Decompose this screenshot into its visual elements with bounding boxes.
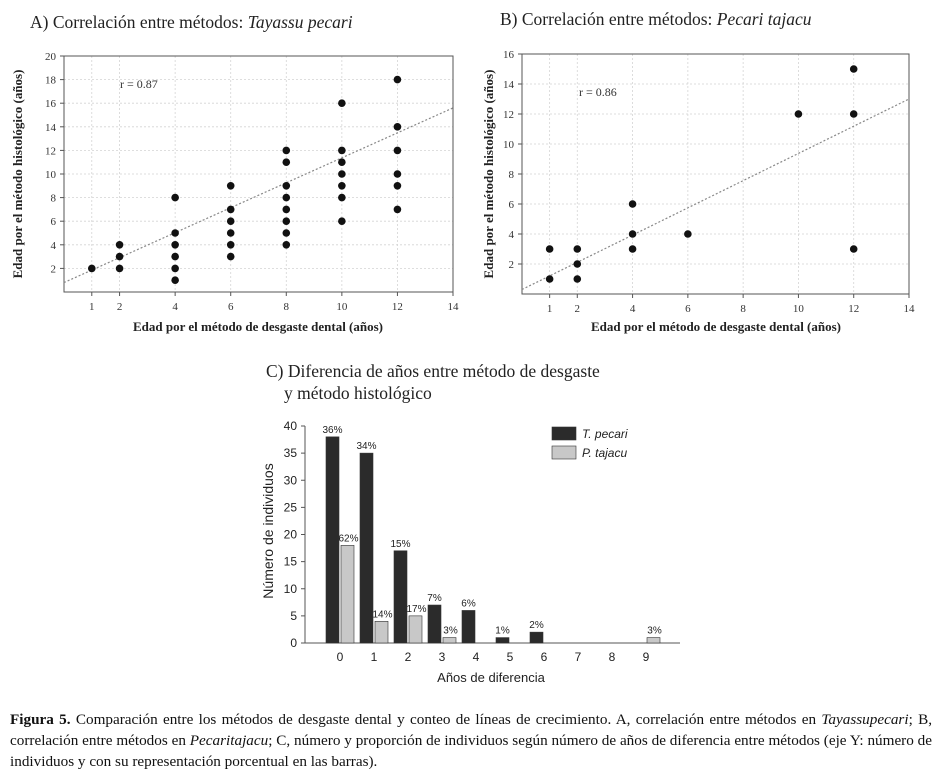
data-point: [116, 253, 124, 261]
x-tick-label: 4: [629, 303, 636, 315]
data-point: [338, 147, 346, 155]
data-point: [116, 265, 124, 273]
y-tick-label: 4: [508, 229, 514, 241]
legend-swatch: [552, 427, 576, 440]
caption-label: Figura 5.: [10, 711, 71, 728]
y-tick-label: 8: [50, 192, 56, 205]
x-tick-label: 10: [336, 301, 348, 313]
x-tick-label: 9: [642, 650, 650, 664]
trend-line: [522, 99, 909, 290]
x-tick-label: 4: [472, 650, 480, 664]
y-tick-label: 6: [508, 199, 514, 211]
bar-p-tajacu: [341, 545, 354, 643]
legend-swatch: [552, 446, 576, 459]
data-point: [850, 245, 858, 253]
bar-value-label: 14%: [372, 609, 393, 621]
x-tick-label: 6: [227, 301, 234, 313]
bar-value-label: 3%: [647, 625, 662, 637]
data-point: [795, 110, 803, 118]
y-tick-label: 30: [283, 473, 297, 488]
y-axis-label: Edad por el método histológico (años): [481, 69, 496, 279]
data-point: [171, 265, 179, 273]
legend-label: T. pecari: [582, 427, 628, 441]
x-tick-label: 10: [792, 303, 804, 315]
data-point: [227, 253, 235, 261]
bar-t-pecari: [462, 610, 475, 643]
data-point: [394, 123, 402, 131]
data-point: [850, 65, 858, 73]
bar-value-label: 15%: [390, 538, 411, 550]
data-point: [171, 229, 179, 237]
x-tick-label: 5: [506, 650, 514, 664]
panel-title-prefix: B) Correlación entre métodos:: [500, 9, 717, 29]
x-tick-label: 8: [283, 301, 290, 313]
x-tick-label: 2: [404, 650, 412, 664]
bar-value-label: 3%: [443, 625, 458, 637]
bar-value-label: 6%: [461, 598, 476, 610]
y-tick-label: 10: [503, 139, 514, 151]
caption-text-3: ; C, número y proporción de individuos según número de años de diferencia entre métodos (eje Y: número de individuos y con su representación porcentual en las barras).: [10, 732, 933, 770]
data-point: [116, 241, 124, 249]
data-point: [338, 182, 346, 190]
data-point: [629, 200, 637, 208]
y-axis-label: Número de individuos: [260, 463, 276, 599]
data-point: [546, 275, 554, 283]
data-point: [282, 206, 290, 214]
x-tick-label: 6: [540, 650, 548, 664]
panel-title: [30, 12, 353, 32]
data-point: [282, 217, 290, 225]
data-point: [227, 182, 235, 190]
x-tick-label: 2: [116, 301, 123, 313]
data-point: [227, 241, 235, 249]
caption-species-2: Pecaritajacu: [189, 732, 269, 749]
x-tick-label: 7: [574, 650, 582, 664]
x-tick-label: 14: [447, 301, 459, 313]
y-tick-label: 4: [50, 239, 56, 252]
y-tick-label: 25: [283, 500, 297, 515]
x-tick-label: 1: [89, 301, 95, 313]
x-tick-label: 3: [438, 650, 446, 664]
y-tick-label: 35: [283, 446, 297, 461]
scatter-panel-b: [481, 9, 915, 334]
data-point: [546, 245, 554, 253]
y-tick-label: 40: [283, 419, 297, 433]
x-tick-label: 12: [391, 301, 403, 313]
bar-t-pecari: [326, 437, 339, 643]
data-point: [573, 260, 581, 268]
x-tick-label: 8: [608, 650, 616, 664]
bar-value-label: 1%: [495, 625, 510, 637]
bar-p-tajacu: [409, 616, 422, 643]
data-point: [171, 194, 179, 202]
data-point: [850, 110, 858, 118]
y-tick-label: 14: [503, 79, 514, 91]
bar-t-pecari: [428, 605, 441, 643]
data-point: [394, 76, 402, 84]
x-tick-label: 8: [740, 303, 746, 315]
x-tick-label: 0: [336, 650, 344, 664]
bar-value-label: 7%: [427, 593, 442, 605]
data-point: [282, 182, 290, 190]
data-point: [394, 206, 402, 214]
bar-value-label: 17%: [406, 603, 427, 615]
panel-title-prefix: A) Correlación entre métodos:: [30, 12, 248, 32]
bar-panel-c: [260, 361, 680, 685]
data-point: [394, 170, 402, 178]
y-tick-label: 20: [283, 527, 297, 542]
bar-value-label: 2%: [529, 620, 544, 632]
panel-title-line1: C) Diferencia de años entre método de desgaste: [266, 361, 600, 381]
panel-title-line2: y método histológico: [284, 383, 432, 403]
bar-t-pecari: [360, 453, 373, 643]
panel-title-species: Pecari tajacu: [716, 9, 812, 29]
data-point: [338, 194, 346, 202]
figure-caption: [10, 709, 932, 772]
y-tick-label: 12: [45, 145, 56, 158]
y-tick-label: 12: [503, 109, 514, 121]
caption-species-1: Tayassupecari: [821, 711, 909, 728]
data-point: [338, 170, 346, 178]
bar-p-tajacu: [375, 621, 388, 643]
legend-label: P. tajacu: [582, 446, 628, 460]
y-tick-label: 16: [45, 98, 56, 111]
y-tick-label: 20: [45, 51, 56, 63]
bar-t-pecari: [496, 638, 509, 643]
data-point: [282, 241, 290, 249]
y-tick-label: 10: [283, 581, 297, 596]
data-point: [282, 194, 290, 202]
bar-p-tajacu: [647, 638, 660, 643]
bar-value-label: 36%: [322, 424, 343, 436]
x-tick-label: 6: [685, 303, 691, 315]
bar-value-label: 34%: [356, 441, 377, 453]
data-point: [394, 147, 402, 155]
panel-title: [500, 9, 812, 29]
data-point: [573, 245, 581, 253]
data-point: [227, 217, 235, 225]
y-tick-label: 0: [290, 636, 297, 650]
correlation-annotation: r = 0.87: [120, 77, 158, 91]
data-point: [227, 206, 235, 214]
y-tick-label: 18: [45, 74, 56, 87]
x-tick-label: 14: [903, 303, 915, 315]
data-point: [338, 158, 346, 166]
x-axis-label: Años de diferencia: [437, 670, 545, 685]
bar-t-pecari: [530, 632, 543, 643]
y-tick-label: 14: [45, 121, 56, 134]
x-axis-label: Edad por el método de desgaste dental (años): [590, 319, 842, 334]
panel-title-species: Tayassu pecari: [247, 12, 353, 32]
data-point: [338, 217, 346, 225]
y-tick-label: 5: [290, 608, 297, 623]
y-tick-label: 2: [508, 259, 514, 271]
data-point: [338, 99, 346, 107]
y-tick-label: 16: [503, 49, 514, 61]
data-point: [227, 229, 235, 237]
data-point: [171, 241, 179, 249]
caption-text-2: ; B, correlación entre métodos en: [10, 711, 932, 749]
data-point: [573, 275, 581, 283]
legend: [552, 427, 628, 460]
bar-value-label: 62%: [338, 533, 359, 545]
y-tick-label: 10: [45, 169, 56, 181]
x-tick-label: 1: [546, 303, 553, 315]
x-tick-label: 4: [172, 301, 178, 313]
y-tick-label: 6: [50, 216, 56, 229]
x-tick-label: 12: [848, 303, 860, 315]
data-point: [282, 147, 290, 155]
y-tick-label: 2: [50, 263, 56, 276]
data-point: [282, 229, 290, 237]
y-tick-label: 15: [283, 554, 297, 569]
data-point: [171, 253, 179, 261]
data-point: [282, 158, 290, 166]
caption-text-1: Comparación entre los métodos de desgaste dental y conteo de líneas de crecimiento. A, correlación entre métodos en: [70, 711, 822, 728]
bar-p-tajacu: [443, 638, 456, 643]
scatter-panel-a: [10, 12, 459, 334]
x-tick-label: 2: [574, 303, 581, 315]
data-point: [88, 265, 96, 273]
y-axis-label: Edad por el método histológico (años): [10, 69, 25, 279]
data-point: [171, 276, 179, 284]
data-point: [629, 245, 637, 253]
data-point: [629, 230, 637, 238]
data-point: [394, 182, 402, 190]
data-point: [684, 230, 692, 238]
x-tick-label: 1: [370, 650, 378, 664]
x-axis-label: Edad por el método de desgaste dental (años): [132, 319, 384, 334]
correlation-annotation: r = 0.86: [579, 85, 617, 99]
bar-t-pecari: [394, 551, 407, 643]
y-tick-label: 8: [508, 169, 514, 181]
